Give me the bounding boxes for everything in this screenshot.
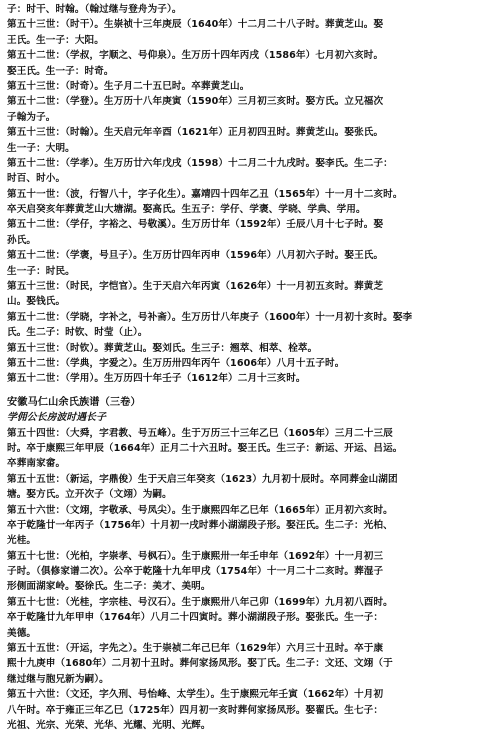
text-line: 光桂。 [7, 535, 37, 547]
text-line: 第五十二世：（学叔，字顺之、号仰泉）。生万历十四年丙戌（1586年）七月初六亥时。 [7, 50, 384, 62]
text-line: 娶王氏。生一子：时奇。 [7, 65, 114, 77]
text-line: 子时。（俱修家谱二次）。公卒于乾隆十九年甲戌（1754年）十一月二十二亥时。葬湿子 [7, 566, 384, 578]
text-line: 第五十二世：（学孝）。生万历廿六年戊戌（1598）十二月二十九戌时。娶李氏。生二子： [7, 157, 393, 169]
text-line: 八午时。卒于雍正三年乙巳（1725年）四月初一亥时葬何家扬凤形。娶翟氏。生七子： [7, 704, 384, 716]
text-line: 时百、时小。 [7, 173, 66, 185]
text-line: 生一子：大明。 [7, 142, 75, 154]
genealogy-block-2 [7, 426, 494, 733]
text-line: 第五十三世：（时翰）。生天启元年辛酉（1621年）正月初四丑时。葬黄芝山。娶张氏。 [7, 127, 384, 139]
text-line: 第五十六世：（文还，字久刑、号怡峰、太学生）。生于康熙元年壬寅（1662年）十月初 [7, 689, 384, 701]
text-line: 孙氏。 [7, 234, 37, 246]
text-line: 第五十三世：（时奇）。生子月二十五巳时。卒葬黄芝山。 [7, 80, 250, 92]
text-line: 第五十五世：（开运，字先之）。生于崇祯二年己巳年（1629年）六月三十丑时。卒于康 [7, 643, 384, 655]
text-line: 第五十七世：（光桂，字宗桂、号汉石）。生于康熙卅八年己卯（1699年）九月初八酉时。 [7, 596, 393, 608]
text-line: 形侧面湖家岭。娶徐氏。生二子：美才、美明。 [7, 581, 211, 593]
text-line: 第五十三世：（时民，字恺官）。生于天启六年丙寅（1626年）十一月初五亥时。葬黄芝 [7, 281, 384, 293]
section-subtitle: 学佣公长房波时遇长子 [7, 412, 106, 424]
section-title: 安徽马仁山余氏族谱（三卷） [7, 396, 141, 408]
text-line: 第五十二世：（学晓，字补之，号补斋）。生万历廿八年庚子（1600年）十一月初十亥时。娶李 [7, 311, 413, 323]
text-line: 第五十三世：（时钦）。葬黄芝山。娶刘氏。生三子：翘萃、相萃、栓萃。 [7, 342, 318, 354]
text-line: 继过继与胞兄新为嗣）。 [7, 673, 109, 685]
text-line: 子：时干、时翰。（翰过继与登舟为子）。 [7, 4, 182, 15]
text-line: 熙十九庚申（1680年）二月初十丑时。葬何家扬凤形。娶丁氏。生二子：文还、文翊（于 [7, 658, 393, 670]
text-line: 时。卒于康熙三年甲辰（1664年）正月二十六丑时。娶王氏。生三子：新运、开运、吕运。 [7, 442, 403, 454]
text-line: 第五十二世：（学典，字爱之）。生万历卅四年丙午（1606年）八月十五子时。 [7, 357, 345, 369]
text-line: 第五十四世：（大舜，字君教、号五峰）。生于万历三十三年乙巳（1605年）三月二十三辰 [7, 427, 393, 439]
text-line: 美德。 [7, 627, 37, 639]
text-line: 王氏。生一子：大阳。 [7, 34, 104, 46]
text-line: 塘。娶方氏。立开次子（文翊）为嗣。 [7, 489, 172, 501]
text-line: 氏。生二子：时钦、时莹（止）。 [7, 327, 148, 339]
text-line: 山。娶钱氏。 [7, 296, 66, 308]
text-line: 第五十五世：（新运，字鼎俊）生于天启三年癸亥（1623）九月初十辰时。卒同葬金山湖团 [7, 473, 398, 485]
text-line: 第五十三世：（时干）。生崇祯十三年庚辰（1640年）十二月二十八子时。葬黄芝山。娶 [7, 19, 384, 31]
text-line: 卒于乾隆廿九年甲申（1764年）八月二十四寅时。葬小湖湖段子形。娶张氏。生一子： [7, 612, 384, 624]
section-gap [7, 387, 494, 395]
genealogy-block-1 [7, 2, 494, 387]
text-line: 第五十七世：（光柏，字崇孝、号枫石）。生于康熙卅一年壬申年（1692年）十一月初三 [7, 550, 384, 562]
text-line: 卒葬南家畲。 [7, 458, 66, 470]
text-line: 第五十一世：（波，行智八十，字子化生）。嘉靖四十四年乙丑（1565年）十一月十二亥时。 [7, 188, 403, 200]
text-line: 子翰为子。 [7, 111, 56, 123]
text-line: 第五十二世：（学用）。生万历四十年壬子（1612年）二月十三亥时。 [7, 373, 306, 385]
text-line: 卒天启癸亥年葬黄芝山大塘湖。娶高氏。生五子：学仔、学褒、学晓、学典、学用。 [7, 204, 366, 216]
text-line: 生一子：时民。 [7, 265, 75, 277]
text-line: 卒于乾隆廿一年丙子（1756年）十月初一戌时葬小湖湖段子形。娶汪氏。生二子：光柏、 [7, 519, 393, 531]
text-line: 第五十二世：（学登）。生万历十八年庚寅（1590年）三月初三亥时。娶方氏。立兄福次 [7, 96, 384, 108]
text-line: 第五十二世：（学仔，字裕之、号敬溪）。生万历廿年（1592年）壬辰八月十七子时。娶 [7, 219, 384, 231]
text-line: 光祖、光宗、光荣、光华、光耀、光明、光辉。 [7, 719, 211, 731]
text-line: 第五十二世：（学褒，号旦子）。生万历廿四年丙申（1596年）八月初六子时。娶王氏。 [7, 250, 384, 262]
text-line: 第五十六世：（文翊，字敬承、号凤尖）。生于康熙四年乙巳年（1665年）正月初六亥时。 [7, 504, 393, 516]
